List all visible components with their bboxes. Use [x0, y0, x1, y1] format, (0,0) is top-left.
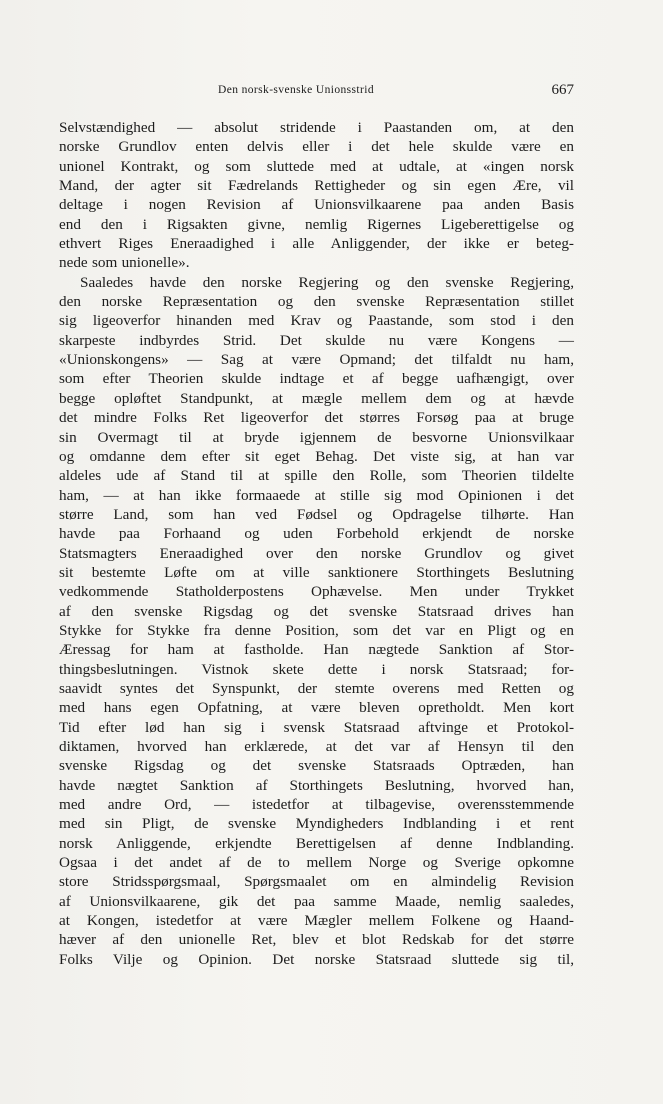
text-line: Selvstændighed — absolut stridende i Paastanden om, at den [59, 119, 574, 136]
text-line: havde nægtet Sanktion af Storthingets Beslutning, hvorved han, [59, 776, 574, 794]
text-line: Statsmagters Eneraadighed over den norske Grundlov og givet [59, 544, 574, 562]
text-line: det mindre Folks Ret ligeoverfor det størres Forsøg paa at bruge [59, 409, 574, 427]
text-line: thingsbeslutningen. Vistnok skete dette i norsk Statsraad; for- [59, 660, 574, 678]
text-line: aldeles ude af Stand til at spille den Rolle, som Theorien tildelte [59, 467, 574, 485]
text-line: sig ligeoverfor hinanden med Krav og Paastande, som stod i den [59, 312, 574, 330]
text-line: Tid efter lød han sig i svensk Statsraad aftvinge et Protokol- [59, 718, 574, 736]
text-line: som efter Theorien skulde indtage et af begge uafhængigt, over [59, 370, 574, 388]
body-text [59, 118, 574, 969]
page-header [58, 82, 574, 102]
text-line: havde paa Forhaand og uden Forbehold erkjendt de norske [59, 525, 574, 543]
text-line: Æressag for ham at fastholde. Han nægtede Sanktion af Stor- [59, 641, 574, 659]
page-number: 667 [551, 82, 574, 98]
text-line: diktamen, hvorved han erklærede, at det var af Hensyn til den [59, 738, 574, 755]
text-line: af den svenske Rigsdag og det svenske Statsraad drives han [59, 602, 574, 620]
text-line: norske Grundlov enten delvis eller i det hele skulde være en [59, 138, 574, 156]
text-line: «Unionskongens» — Sag at være Opmand; det tilfaldt nu ham, [59, 351, 574, 369]
text-line: unionel Kontrakt, og som sluttede med at udtale, at «ingen norsk [59, 157, 574, 175]
text-line: norsk Anliggende, erkjendte Berettigelsen af denne Indblanding. [59, 834, 574, 852]
text-line: større Land, som han ved Fødsel og Opdragelse tilhørte. Han [59, 505, 574, 523]
text-line: end den i Rigsakten givne, nemlig Rigernes Ligeberettigelse og [59, 215, 574, 233]
text-line: ham, — at han ikke formaaede at stille sig mod Opinionen i det [59, 486, 574, 504]
text-line: den norske Repræsentation og den svenske Repræsentation stillet [59, 293, 574, 311]
text-line: af Unionsvilkaarene, gik det paa samme Maade, nemlig saaledes, [59, 892, 574, 910]
text-line: Stykke for Stykke fra denne Position, som det var en Pligt og en [59, 621, 574, 639]
text-line: Ogsaa i det andet af de to mellem Norge og Sverige opkomne [59, 854, 574, 872]
text-line: nede som unionelle». [59, 254, 190, 272]
text-line: svenske Rigsdag og det svenske Statsraads Optræden, han [59, 757, 574, 775]
text-line: sit bestemte Løfte om at ville sanktionere Storthingets Beslutning [59, 563, 574, 581]
text-line: hæver af den unionelle Ret, blev et blot Redskab for det større [59, 931, 574, 949]
text-line: med andre Ord, — istedetfor at tilbagevise, overensstemmende [59, 796, 574, 814]
text-line: og omdanne dem efter sit eget Behag. Det viste sig, at han var [59, 447, 574, 465]
text-line: at Kongen, istedetfor at være Mægler mellem Folkene og Haand- [59, 912, 574, 930]
text-line: med sin Pligt, de svenske Myndigheders Indblanding i et rent [59, 815, 574, 833]
text-line: skarpeste indbyrdes Strid. Det skulde nu være Kongens — [59, 331, 574, 349]
text-line: Mand, der agter sit Fædrelands Rettigheder og sin egen Ære, vil [59, 177, 574, 195]
running-title: Den norsk-svenske Unionsstrid [218, 84, 374, 96]
text-line: med hans egen Opfatning, at være bleven opretholdt. Men kort [59, 699, 574, 717]
text-line: vedkommende Statholderpostens Ophævelse. Men under Trykket [59, 583, 574, 601]
text-line: saavidt syntes det Synspunkt, der stemte overens med Retten og [59, 679, 574, 697]
text-line: Folks Vilje og Opinion. Det norske Statsraad sluttede sig til, [59, 950, 574, 968]
paragraph-start-line: Saaledes havde den norske Regjering og den svenske Regjering, [80, 273, 574, 291]
text-line: ethvert Riges Eneraadighed i alle Anliggender, der ikke er beteg- [59, 235, 574, 253]
text-line: deltage i nogen Revision af Unionsvilkaarene paa anden Basis [59, 196, 574, 214]
text-line: begge opløftet Standpunkt, at mægle mellem dem og at hævde [59, 389, 574, 407]
text-line: sin Overmagt til at bryde igjennem de besvorne Unionsvilkaar [59, 428, 574, 446]
text-line: store Stridsspørgsmaal, Spørgsmaalet om en almindelig Revision [59, 873, 574, 891]
